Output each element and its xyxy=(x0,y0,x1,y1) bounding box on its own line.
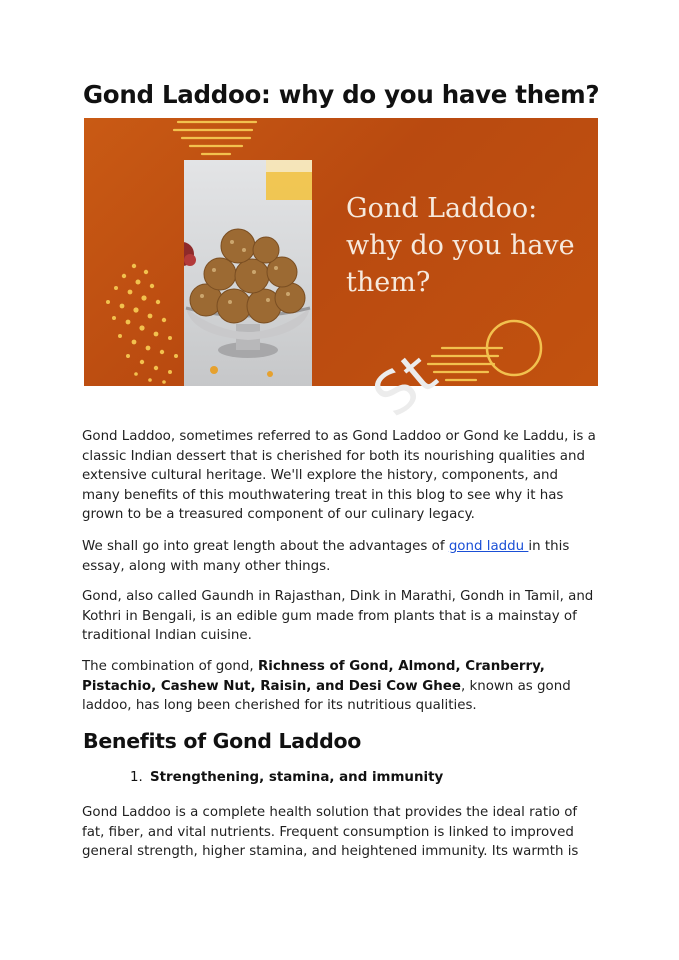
page-title: Gond Laddoo: why do you have them? xyxy=(83,80,600,109)
benefit-item-number: 1. xyxy=(130,770,143,785)
gond-names-paragraph xyxy=(82,587,597,646)
ingredients-text-start: The combination of gond, xyxy=(82,659,258,674)
banner-heading xyxy=(346,190,586,301)
ingredients-list: Richness of Gond, Almond, Cranberry, Pistachio, Cashew Nut, Raisin, and Desi Cow Ghee xyxy=(82,659,545,694)
advantages-text-start: We shall go into great length about the advantages of xyxy=(82,539,449,554)
ingredients-text-end: , known as gond laddoo, has long been cherished for its nutritious qualities. xyxy=(82,678,571,713)
benefit-text: Gond Laddoo is a complete health solution that provides the ideal ratio of fat, fiber, and vital nutrients. Frequent consumption is linked to improved general strength, higher stamina, and heightened immunity. Its warmth is xyxy=(82,805,579,859)
gond-names-text: Gond, also called Gaundh in Rajasthan, Dink in Marathi, Gondh in Tamil, and Kothri in Bengali, is an edible gum made from plants that is a mainstay of traditional Indian cuisine. xyxy=(82,589,594,643)
ingredients-paragraph xyxy=(82,657,597,716)
banner-line-1: Gond Laddoo: xyxy=(346,193,538,224)
laddoo-photo xyxy=(184,160,312,386)
advantages-text-end: in this essay, along with many other things. xyxy=(82,539,570,574)
banner-line-3: them? xyxy=(346,267,431,298)
benefit-item-1 xyxy=(130,770,443,785)
banner-line-2: why do you have xyxy=(346,230,575,261)
intro-text: Gond Laddoo, sometimes referred to as Gond Laddoo or Gond ke Laddu, is a classic Indian dessert that is cherished for both its nourishing qualities and extensive cultural heritage. We'll explore the history, components, and many benefits of this mouthwatering treat in this blog to see why it has grown to be a treasured component of our culinary legacy. xyxy=(82,429,596,522)
gold-dots-decoration xyxy=(94,258,194,386)
benefit-paragraph xyxy=(82,803,597,862)
watermark: St xyxy=(360,339,450,431)
gold-ring-stripes-decoration xyxy=(424,314,544,386)
benefits-heading: Benefits of Gond Laddoo xyxy=(83,729,362,753)
advantages-paragraph xyxy=(82,537,597,576)
hero-banner xyxy=(84,118,598,386)
laddoo-bowl-illustration xyxy=(184,160,312,386)
benefit-item-label: Strengthening, stamina, and immunity xyxy=(150,770,444,785)
gond-laddu-link[interactable]: gond laddu xyxy=(448,539,529,554)
intro-paragraph xyxy=(82,427,597,525)
gold-stripes-top-decoration xyxy=(172,118,262,160)
